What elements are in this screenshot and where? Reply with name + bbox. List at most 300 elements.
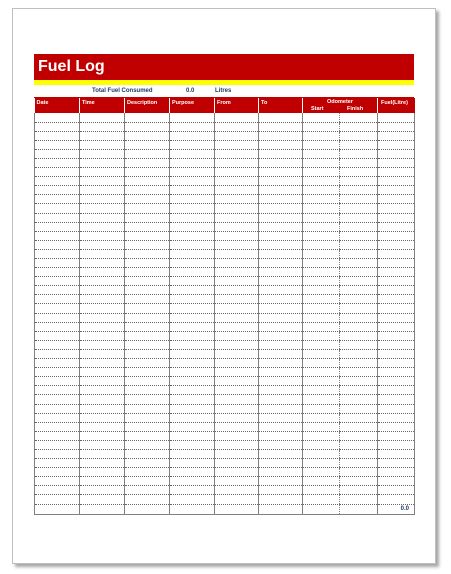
table-cell[interactable] [215,313,259,322]
table-cell[interactable] [215,286,259,295]
table-cell[interactable] [378,331,415,340]
table-cell[interactable] [125,404,170,413]
table-cell[interactable] [378,349,415,358]
table-cell[interactable] [215,131,259,140]
table-cell[interactable] [80,349,125,358]
table-cell[interactable] [303,213,340,222]
table-cell[interactable] [215,149,259,158]
table-cell[interactable] [215,304,259,313]
table-cell[interactable] [378,259,415,268]
table-cell[interactable] [378,395,415,404]
table-cell[interactable] [340,349,378,358]
table-cell[interactable] [340,140,378,149]
table-cell[interactable] [340,158,378,167]
table-cell[interactable] [215,377,259,386]
table-cell[interactable] [340,186,378,195]
table-cell[interactable] [340,413,378,422]
table-cell[interactable] [340,477,378,486]
table-cell[interactable] [125,440,170,449]
table-cell[interactable] [80,377,125,386]
table-cell[interactable] [170,459,215,468]
table-cell[interactable] [303,249,340,258]
table-cell[interactable] [170,495,215,504]
table-cell[interactable] [80,431,125,440]
table-cell[interactable] [170,431,215,440]
table-cell[interactable] [80,486,125,495]
table-cell[interactable] [35,349,80,358]
table-cell[interactable] [340,395,378,404]
table-cell[interactable] [340,449,378,458]
table-cell[interactable] [303,449,340,458]
table-cell[interactable] [259,213,303,222]
table-cell[interactable] [80,149,125,158]
table-cell[interactable] [80,177,125,186]
table-cell[interactable] [340,222,378,231]
table-cell[interactable] [259,431,303,440]
table-cell[interactable] [259,113,303,122]
table-cell[interactable] [215,204,259,213]
table-cell[interactable] [340,177,378,186]
table-cell[interactable] [125,113,170,122]
table-cell[interactable] [378,277,415,286]
table-cell[interactable] [170,286,215,295]
table-cell[interactable] [125,422,170,431]
table-cell[interactable] [303,158,340,167]
table-cell[interactable] [215,213,259,222]
table-cell[interactable] [340,295,378,304]
table-cell[interactable] [303,186,340,195]
table-cell[interactable] [259,295,303,304]
table-cell[interactable] [170,122,215,131]
table-cell[interactable] [259,386,303,395]
table-cell[interactable] [80,422,125,431]
table-cell[interactable] [378,286,415,295]
table-cell[interactable] [35,440,80,449]
table-cell[interactable] [80,259,125,268]
table-cell[interactable] [215,431,259,440]
table-cell[interactable] [125,177,170,186]
table-cell[interactable] [125,313,170,322]
table-cell[interactable] [170,322,215,331]
table-cell[interactable] [125,295,170,304]
table-cell[interactable] [340,268,378,277]
table-cell[interactable] [303,222,340,231]
table-cell[interactable] [378,240,415,249]
table-cell[interactable] [80,122,125,131]
table-cell[interactable] [303,168,340,177]
table-cell[interactable] [170,249,215,258]
table-cell[interactable] [170,486,215,495]
table-cell[interactable] [215,231,259,240]
table-cell[interactable] [215,477,259,486]
table-cell[interactable] [35,186,80,195]
table-cell[interactable] [340,204,378,213]
table-cell[interactable] [340,122,378,131]
table-cell[interactable] [170,131,215,140]
table-cell[interactable] [125,431,170,440]
table-cell[interactable] [303,259,340,268]
table-cell[interactable] [35,377,80,386]
table-cell[interactable] [340,213,378,222]
table-cell[interactable] [170,340,215,349]
table-cell[interactable] [215,140,259,149]
table-cell[interactable] [35,149,80,158]
table-cell[interactable] [170,295,215,304]
table-cell[interactable] [378,486,415,495]
table-cell[interactable] [340,468,378,477]
table-cell[interactable] [80,240,125,249]
table-cell[interactable] [303,349,340,358]
table-cell[interactable] [35,168,80,177]
table-cell[interactable] [378,213,415,222]
table-cell[interactable] [259,195,303,204]
table-cell[interactable] [303,422,340,431]
table-cell[interactable] [35,268,80,277]
table-cell[interactable] [340,113,378,122]
table-cell[interactable] [215,295,259,304]
table-cell[interactable] [125,477,170,486]
table-cell[interactable] [215,468,259,477]
table-cell[interactable] [170,449,215,458]
table-cell[interactable] [80,386,125,395]
table-cell[interactable] [259,186,303,195]
table-cell[interactable] [303,231,340,240]
table-cell[interactable] [303,404,340,413]
table-cell[interactable] [125,359,170,368]
table-cell[interactable] [125,204,170,213]
table-cell[interactable] [170,440,215,449]
table-cell[interactable] [303,286,340,295]
table-cell[interactable] [80,186,125,195]
table-cell[interactable] [125,222,170,231]
table-cell[interactable] [340,240,378,249]
table-cell[interactable] [35,368,80,377]
table-cell[interactable] [125,349,170,358]
table-cell[interactable] [35,495,80,504]
table-cell[interactable] [35,140,80,149]
table-cell[interactable] [259,240,303,249]
table-cell[interactable] [259,468,303,477]
table-cell[interactable] [340,359,378,368]
table-cell[interactable] [215,495,259,504]
table-cell[interactable] [215,240,259,249]
table-cell[interactable] [303,122,340,131]
table-cell[interactable] [125,186,170,195]
table-cell[interactable] [259,277,303,286]
table-cell[interactable] [303,277,340,286]
table-cell[interactable] [303,113,340,122]
table-cell[interactable] [215,404,259,413]
table-cell[interactable] [378,249,415,258]
table-cell[interactable] [125,449,170,458]
table-cell[interactable] [80,313,125,322]
table-cell[interactable] [125,213,170,222]
table-cell[interactable] [340,331,378,340]
table-cell[interactable] [125,377,170,386]
table-cell[interactable] [80,140,125,149]
table-cell[interactable] [215,277,259,286]
table-cell[interactable] [35,331,80,340]
table-cell[interactable] [378,368,415,377]
table-cell[interactable] [378,431,415,440]
table-cell[interactable] [80,131,125,140]
table-cell[interactable] [35,477,80,486]
table-cell[interactable] [35,431,80,440]
table-cell[interactable] [378,459,415,468]
table-cell[interactable] [170,204,215,213]
table-cell[interactable] [340,340,378,349]
table-cell[interactable] [259,131,303,140]
table-cell[interactable] [125,386,170,395]
table-cell[interactable] [35,459,80,468]
table-cell[interactable] [378,440,415,449]
table-cell[interactable] [125,268,170,277]
table-cell[interactable] [80,413,125,422]
table-cell[interactable] [303,359,340,368]
table-cell[interactable] [259,395,303,404]
table-cell[interactable] [215,122,259,131]
table-cell[interactable] [340,386,378,395]
table-cell[interactable] [259,440,303,449]
table-cell[interactable] [80,113,125,122]
table-cell[interactable] [35,359,80,368]
table-cell[interactable] [170,422,215,431]
table-cell[interactable] [125,195,170,204]
table-cell[interactable] [125,149,170,158]
table-cell[interactable] [259,231,303,240]
table-cell[interactable] [259,340,303,349]
table-cell[interactable] [378,113,415,122]
table-cell[interactable] [215,395,259,404]
table-cell[interactable] [303,413,340,422]
table-cell[interactable] [170,386,215,395]
table-cell[interactable] [215,259,259,268]
table-cell[interactable] [35,395,80,404]
table-cell[interactable] [303,268,340,277]
table-cell[interactable] [303,486,340,495]
table-cell[interactable] [303,149,340,158]
table-cell[interactable] [378,322,415,331]
table-cell[interactable] [340,440,378,449]
table-cell[interactable] [125,158,170,167]
table-cell[interactable] [170,477,215,486]
table-cell[interactable] [378,186,415,195]
table-cell[interactable] [125,249,170,258]
table-cell[interactable] [170,231,215,240]
table-cell[interactable] [125,131,170,140]
table-cell[interactable] [259,304,303,313]
table-cell[interactable] [170,140,215,149]
table-cell[interactable] [259,149,303,158]
table-cell[interactable] [125,340,170,349]
table-cell[interactable] [80,158,125,167]
table-cell[interactable] [340,495,378,504]
table-cell[interactable] [215,322,259,331]
table-cell[interactable] [80,268,125,277]
table-cell[interactable] [125,140,170,149]
table-cell[interactable] [80,468,125,477]
table-cell[interactable] [35,468,80,477]
table-cell[interactable] [259,249,303,258]
table-cell[interactable] [170,213,215,222]
table-cell[interactable] [378,222,415,231]
table-cell[interactable] [340,149,378,158]
table-cell[interactable] [125,231,170,240]
table-cell[interactable] [259,259,303,268]
table-cell[interactable] [303,331,340,340]
table-cell[interactable] [35,277,80,286]
table-cell[interactable] [303,395,340,404]
table-cell[interactable] [215,422,259,431]
table-cell[interactable] [125,495,170,504]
table-cell[interactable] [340,431,378,440]
table-cell[interactable] [340,249,378,258]
table-cell[interactable] [80,204,125,213]
table-cell[interactable] [170,168,215,177]
table-cell[interactable] [259,413,303,422]
table-cell[interactable] [378,204,415,213]
table-cell[interactable] [259,122,303,131]
table-cell[interactable] [259,322,303,331]
table-cell[interactable] [35,131,80,140]
table-cell[interactable] [378,340,415,349]
table-cell[interactable] [35,240,80,249]
table-cell[interactable] [170,113,215,122]
table-cell[interactable] [125,304,170,313]
table-cell[interactable] [215,440,259,449]
table-cell[interactable] [378,149,415,158]
table-cell[interactable] [170,377,215,386]
table-cell[interactable] [340,422,378,431]
table-cell[interactable] [303,313,340,322]
table-cell[interactable] [80,195,125,204]
table-cell[interactable] [303,368,340,377]
table-cell[interactable] [35,413,80,422]
table-cell[interactable] [259,495,303,504]
table-cell[interactable] [170,240,215,249]
table-cell[interactable] [340,168,378,177]
table-cell[interactable] [215,368,259,377]
table-cell[interactable] [170,313,215,322]
table-cell[interactable] [170,259,215,268]
table-cell[interactable] [303,468,340,477]
table-cell[interactable] [215,486,259,495]
table-cell[interactable] [378,140,415,149]
table-cell[interactable] [35,286,80,295]
table-cell[interactable] [35,158,80,167]
table-cell[interactable] [378,377,415,386]
table-cell[interactable] [80,304,125,313]
table-cell[interactable] [35,204,80,213]
table-cell[interactable] [259,404,303,413]
table-cell[interactable] [378,158,415,167]
table-cell[interactable] [80,168,125,177]
table-cell[interactable] [259,140,303,149]
table-cell[interactable] [215,340,259,349]
table-cell[interactable] [125,277,170,286]
table-cell[interactable] [259,222,303,231]
table-cell[interactable] [35,259,80,268]
table-cell[interactable] [125,413,170,422]
table-cell[interactable] [35,340,80,349]
table-cell[interactable] [170,222,215,231]
table-cell[interactable] [80,249,125,258]
table-cell[interactable] [125,368,170,377]
table-cell[interactable] [35,222,80,231]
table-cell[interactable] [35,213,80,222]
table-cell[interactable] [35,113,80,122]
table-cell[interactable] [340,404,378,413]
table-cell[interactable] [170,277,215,286]
table-cell[interactable] [340,286,378,295]
table-cell[interactable] [125,259,170,268]
table-cell[interactable] [170,331,215,340]
table-cell[interactable] [378,231,415,240]
table-cell[interactable] [80,286,125,295]
table-cell[interactable] [215,222,259,231]
table-cell[interactable] [215,413,259,422]
table-cell[interactable] [125,486,170,495]
table-cell[interactable] [215,349,259,358]
table-cell[interactable] [80,213,125,222]
table-cell[interactable] [35,304,80,313]
table-cell[interactable] [170,404,215,413]
table-cell[interactable] [80,295,125,304]
table-cell[interactable] [340,368,378,377]
table-cell[interactable] [35,322,80,331]
table-cell[interactable] [170,149,215,158]
table-cell[interactable] [125,395,170,404]
table-cell[interactable] [340,377,378,386]
table-cell[interactable] [303,477,340,486]
table-cell[interactable] [259,158,303,167]
table-cell[interactable] [80,231,125,240]
table-cell[interactable] [35,122,80,131]
table-cell[interactable] [259,168,303,177]
table-cell[interactable] [215,177,259,186]
table-cell[interactable] [340,259,378,268]
table-cell[interactable] [80,331,125,340]
table-cell[interactable] [170,359,215,368]
table-cell[interactable] [35,404,80,413]
table-cell[interactable] [215,158,259,167]
table-cell[interactable] [80,495,125,504]
table-cell[interactable] [259,359,303,368]
table-cell[interactable] [170,304,215,313]
table-cell[interactable] [303,295,340,304]
table-cell[interactable] [125,331,170,340]
table-cell[interactable] [80,340,125,349]
table-cell[interactable] [170,186,215,195]
table-cell[interactable] [259,377,303,386]
table-cell[interactable] [259,313,303,322]
table-cell[interactable] [80,368,125,377]
table-cell[interactable] [35,486,80,495]
table-cell[interactable] [340,195,378,204]
table-cell[interactable] [259,486,303,495]
table-cell[interactable] [303,322,340,331]
table-cell[interactable] [378,468,415,477]
table-cell[interactable] [215,331,259,340]
table-cell[interactable] [259,459,303,468]
table-cell[interactable] [170,368,215,377]
table-cell[interactable] [303,140,340,149]
table-cell[interactable] [303,204,340,213]
table-cell[interactable] [170,158,215,167]
table-cell[interactable] [80,404,125,413]
table-cell[interactable] [340,486,378,495]
table-cell[interactable] [378,477,415,486]
